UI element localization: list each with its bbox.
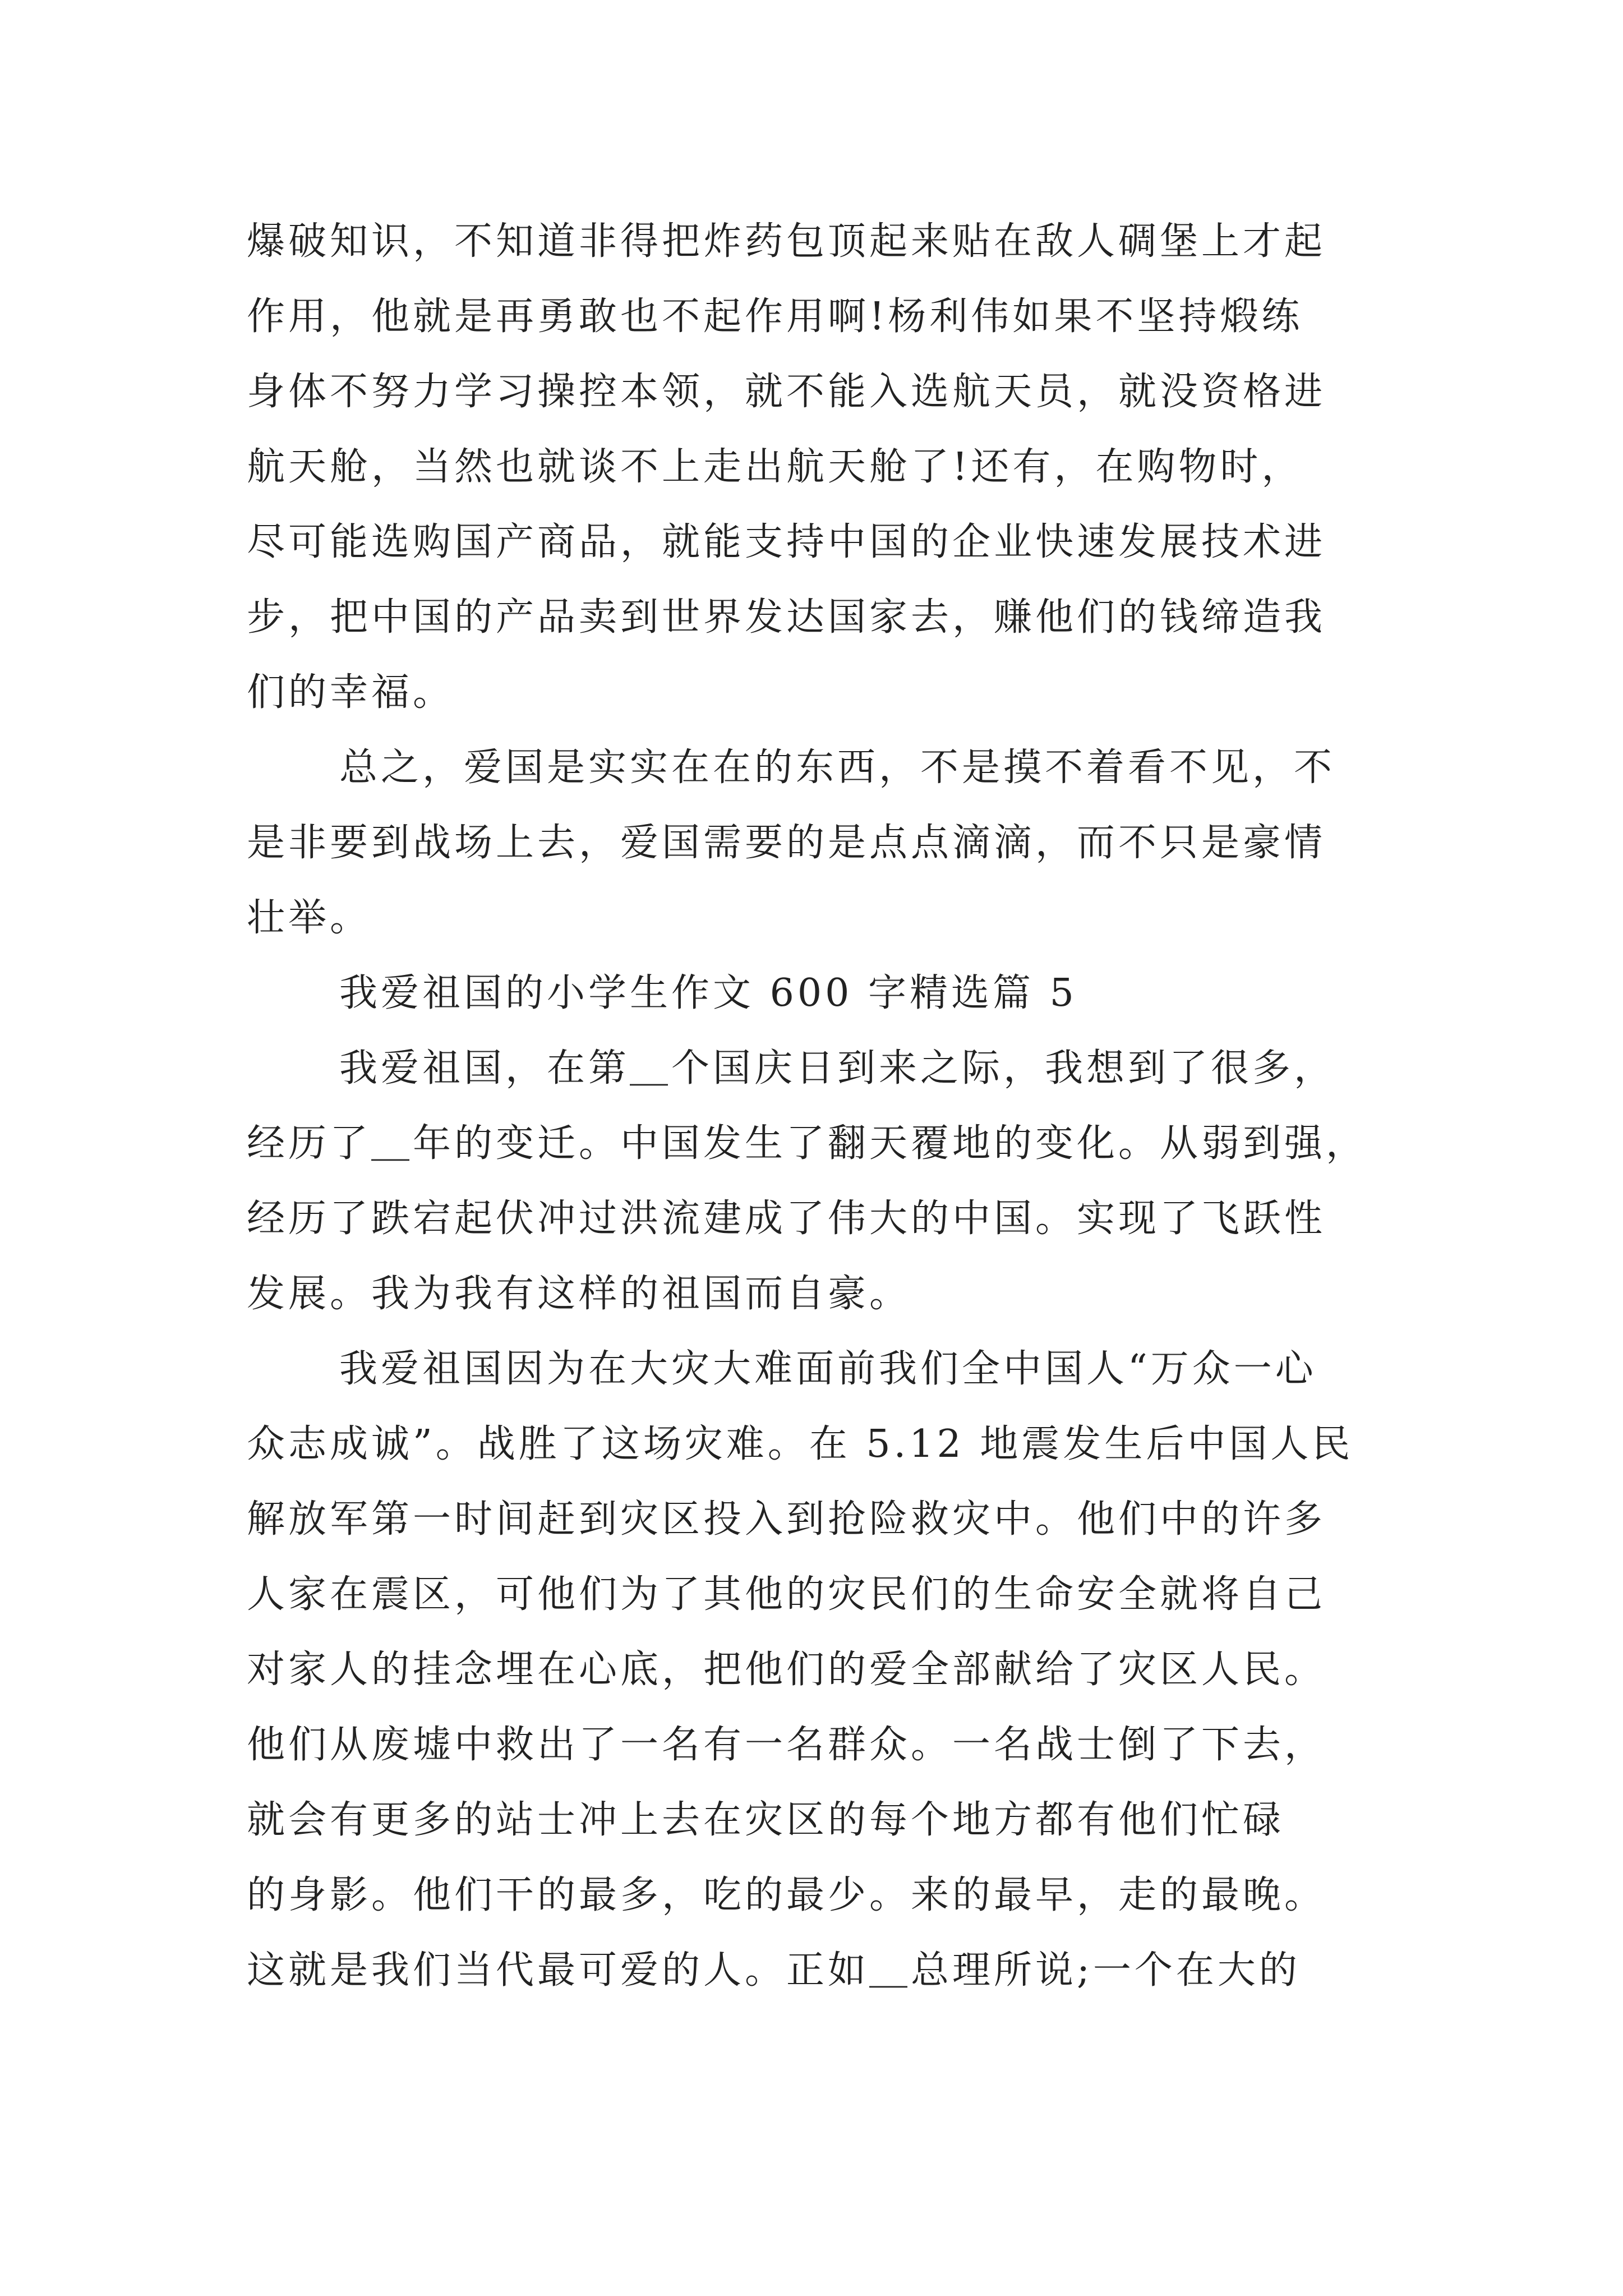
text-line: 是非要到战场上去，爱国需要的是点点滴滴，而不只是豪情 bbox=[247, 821, 1326, 865]
text-line: 尽可能选购国产商品，就能支持中国的企业快速发展技术进 bbox=[247, 520, 1326, 564]
text-line: 总之，爱国是实实在在的东西，不是摸不着看不见，不 bbox=[339, 746, 1336, 790]
section-heading: 我爱祖国的小学生作文 600 字精选篇 5 bbox=[339, 971, 1077, 1015]
text-line: 解放军第一时间赶到灾区投入到抢险救灾中。他们中的许多 bbox=[247, 1497, 1326, 1542]
text-line: 这就是我们当代最可爱的人。正如＿总理所说;一个在大的 bbox=[247, 1948, 1301, 1993]
text-line: 众志成诚”。战胜了这场灾难。在 5.12 地震发生后中国人民 bbox=[247, 1422, 1354, 1466]
text-line: 作用，他就是再勇敢也不起作用啊!杨利伟如果不坚持煅练 bbox=[247, 295, 1303, 339]
text-line: 壮举。 bbox=[247, 896, 372, 940]
text-line: 对家人的挂念埋在心底，把他们的爱全部献给了灾区人民。 bbox=[247, 1648, 1326, 1692]
text-line: 经历了跌宕起伏冲过洪流建成了伟大的中国。实现了飞跃性 bbox=[247, 1197, 1326, 1241]
text-line: 我爱祖国因为在大灾大难面前我们全中国人“万众一心 bbox=[339, 1347, 1317, 1391]
text-line: 就会有更多的站士冲上去在灾区的每个地方都有他们忙碌 bbox=[247, 1798, 1285, 1842]
text-line: 我爱祖国，在第＿个国庆日到来之际，我想到了很多， bbox=[339, 1046, 1336, 1091]
text-line: 人家在震区，可他们为了其他的灾民们的生命安全就将自己 bbox=[247, 1572, 1326, 1617]
text-line: 经历了＿年的变迁。中国发生了翻天覆地的变化。从弱到强， bbox=[247, 1121, 1368, 1166]
text-line: 航天舱，当然也就谈不上走出航天舱了!还有，在购物时， bbox=[247, 445, 1303, 489]
text-line: 们的幸福。 bbox=[247, 670, 455, 715]
text-line: 他们从废墟中救出了一名有一名群众。一名战士倒了下去， bbox=[247, 1723, 1326, 1767]
text-line: 身体不努力学习操控本领，就不能入选航天员，就没资格进 bbox=[247, 370, 1326, 414]
text-line: 爆破知识，不知道非得把炸药包顶起来贴在敌人碉堡上才起 bbox=[247, 219, 1326, 264]
text-line: 的身影。他们干的最多，吃的最少。来的最早，走的最晚。 bbox=[247, 1873, 1326, 1917]
text-line: 步，把中国的产品卖到世界发达国家去，赚他们的钱缔造我 bbox=[247, 595, 1326, 639]
text-line: 发展。我为我有这样的祖国而自豪。 bbox=[247, 1272, 911, 1316]
